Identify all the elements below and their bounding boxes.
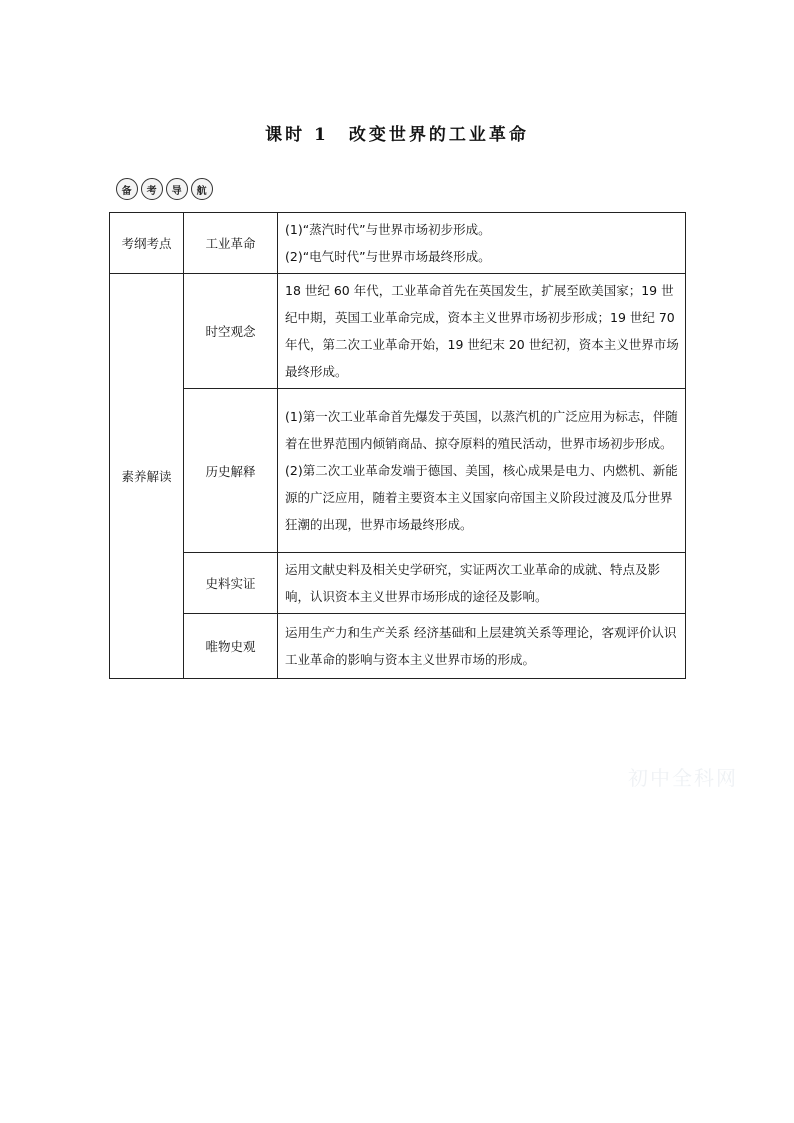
exam-point: (1)“蒸汽时代”与世界市场初步形成。 <box>285 222 491 237</box>
nav-badge: 导 <box>161 173 192 204</box>
literacy-label: 唯物史观 <box>184 614 278 679</box>
literacy-header-cell: 素养解读 <box>110 274 184 679</box>
nav-badges <box>116 178 213 200</box>
watermark: 初中全科网 <box>628 766 738 790</box>
exam-header-cell: 考纲考点 <box>110 213 184 274</box>
literacy-label: 历史解释 <box>184 389 278 553</box>
literacy-text: 运用生产力和生产关系 经济基础和上层建筑关系等理论，客观评价认识工业革命的影响与资本主义世界市场的形成。 <box>278 614 686 679</box>
literacy-paragraph: (2)第二次工业革命发端于德国、美国，核心成果是电力、内燃机、新能源的广泛应用，随着主要资本主义国家向帝国主义阶段过渡及瓜分世界狂潮的出现，世界市场最终形成。 <box>285 463 678 532</box>
exam-topic-cell: 工业革命 <box>184 213 278 274</box>
table-row <box>110 274 686 389</box>
nav-badge: 备 <box>111 173 142 204</box>
table-row <box>110 614 686 679</box>
literacy-text <box>278 389 686 553</box>
literacy-text: 18 世纪 60 年代，工业革命首先在英国发生，扩展至欧美国家；19 世纪中期，英国工业革命完成，资本主义世界市场初步形成；19 世纪 70 年代，第二次工业革命开始，19 世纪末 20 世纪初，资本主义世界市场最终形成。 <box>278 274 686 389</box>
table-row <box>110 553 686 614</box>
literacy-paragraph: (1)第一次工业革命首先爆发于英国，以蒸汽机的广泛应用为标志，伴随着在世界范围内倾销商品、掠夺原料的殖民活动，世界市场初步形成。 <box>285 409 678 451</box>
syllabus-table <box>109 212 686 679</box>
literacy-label: 史料实证 <box>184 553 278 614</box>
table-row <box>110 389 686 553</box>
exam-points-cell <box>278 213 686 274</box>
table-row <box>110 213 686 274</box>
nav-badge: 考 <box>136 173 167 204</box>
page-title: 课时 1 改变世界的工业革命 <box>265 125 529 145</box>
literacy-label: 时空观念 <box>184 274 278 389</box>
literacy-text: 运用文献史料及相关史学研究，实证两次工业革命的成就、特点及影响，认识资本主义世界市场形成的途径及影响。 <box>278 553 686 614</box>
nav-badge: 航 <box>186 173 217 204</box>
exam-point: (2)“电气时代”与世界市场最终形成。 <box>285 249 491 264</box>
